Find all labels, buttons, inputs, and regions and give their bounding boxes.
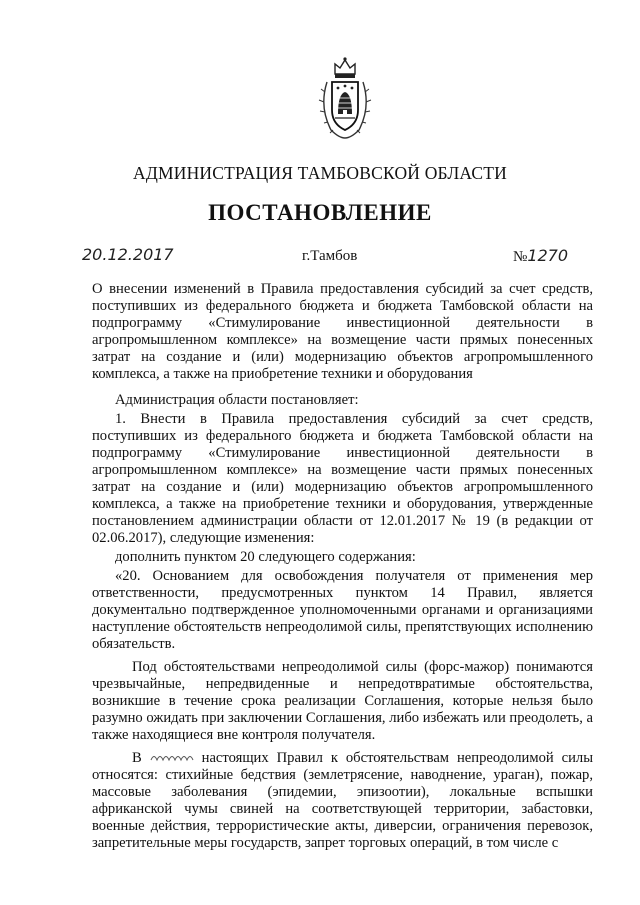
intro-paragraph: Администрация области постановляет: bbox=[115, 392, 359, 408]
organization-name: АДМИНИСТРАЦИЯ ТАМБОВСКОЙ ОБЛАСТИ bbox=[133, 163, 507, 183]
document-body bbox=[92, 392, 593, 854]
handwritten-correction-mark bbox=[150, 752, 194, 763]
document-title: О внесении изменений в Правила предоставления субсидий за счет средств, поступивших из федерального бюджета и бюджета Тамбовской области на подпрограмму «Стимулирование инвестиционной деятельности в агропромышленном комплексе» на возмещение части прямых понесенных затрат на создание и (или) модернизацию объектов агропромышленного комплекса, а также на приобретение техники и оборудования bbox=[92, 281, 593, 382]
number-prefix: № bbox=[513, 249, 528, 265]
paragraph-2: дополнить пунктом 20 следующего содержания: bbox=[115, 549, 416, 565]
city-label: г.Тамбов bbox=[302, 248, 358, 264]
paragraph-5-text: настоящих Правил к обстоятельствам непреодолимой силы относятся: стихийные бедствия (землетрясение, наводнение, ураган), пожар, массовые заболевания (эпидемии, эпизоотии), локальные вспышки африканской чумы свиней на соответствующей территории, забастовки, военные действия, террористические акты, диверсии, ограничения перевозок, запретительные меры государств, запрет торговых операций, в том числе с bbox=[92, 750, 594, 851]
coat-of-arms-emblem bbox=[313, 52, 377, 142]
paragraph-5 bbox=[92, 750, 593, 852]
paragraph-4: Под обстоятельствами непреодолимой силы (форс-мажор) понимаются чрезвычайные, непредвиденные и непредотвратимые обстоятельства, возникшие в течение срока реализации Соглашения, которые нельзя было разумно ожидать при заключении Соглашения, либо избежать или преодолеть, а также находящиеся вне контроля получателя. bbox=[92, 659, 593, 743]
paragraph-3: «20. Основанием для освобождения получателя от применения мер ответственности, предусмотренных пунктом 14 Правил, является документально подтвержденное уполномоченными органами и организациями наступление обстоятельств непреодолимой силы, препятствующих исполнению обязательств. bbox=[92, 568, 593, 652]
handwritten-number: 1270 bbox=[527, 246, 569, 265]
document-number bbox=[513, 246, 568, 266]
paragraph-1: 1. Внести в Правила предоставления субсидий за счет средств, поступивших из федерального бюджета и бюджета Тамбовской области на подпрограмму «Стимулирование инвестиционной деятельности в агропромышленном комплексе» на возмещение части прямых понесенных затрат на создание и (или) модернизацию объектов агропромышленного комплекса, а также на приобретение техники и оборудования, утвержденные постановлением администрации области от 12.01.2017 № 19 (в редакции от 02.06.2017), следующие изменения: bbox=[92, 411, 593, 546]
handwritten-date: 20.12.2017 bbox=[82, 245, 174, 264]
document-type-heading: ПОСТАНОВЛЕНИЕ bbox=[208, 200, 432, 225]
paragraph-5-start: В bbox=[132, 750, 142, 766]
